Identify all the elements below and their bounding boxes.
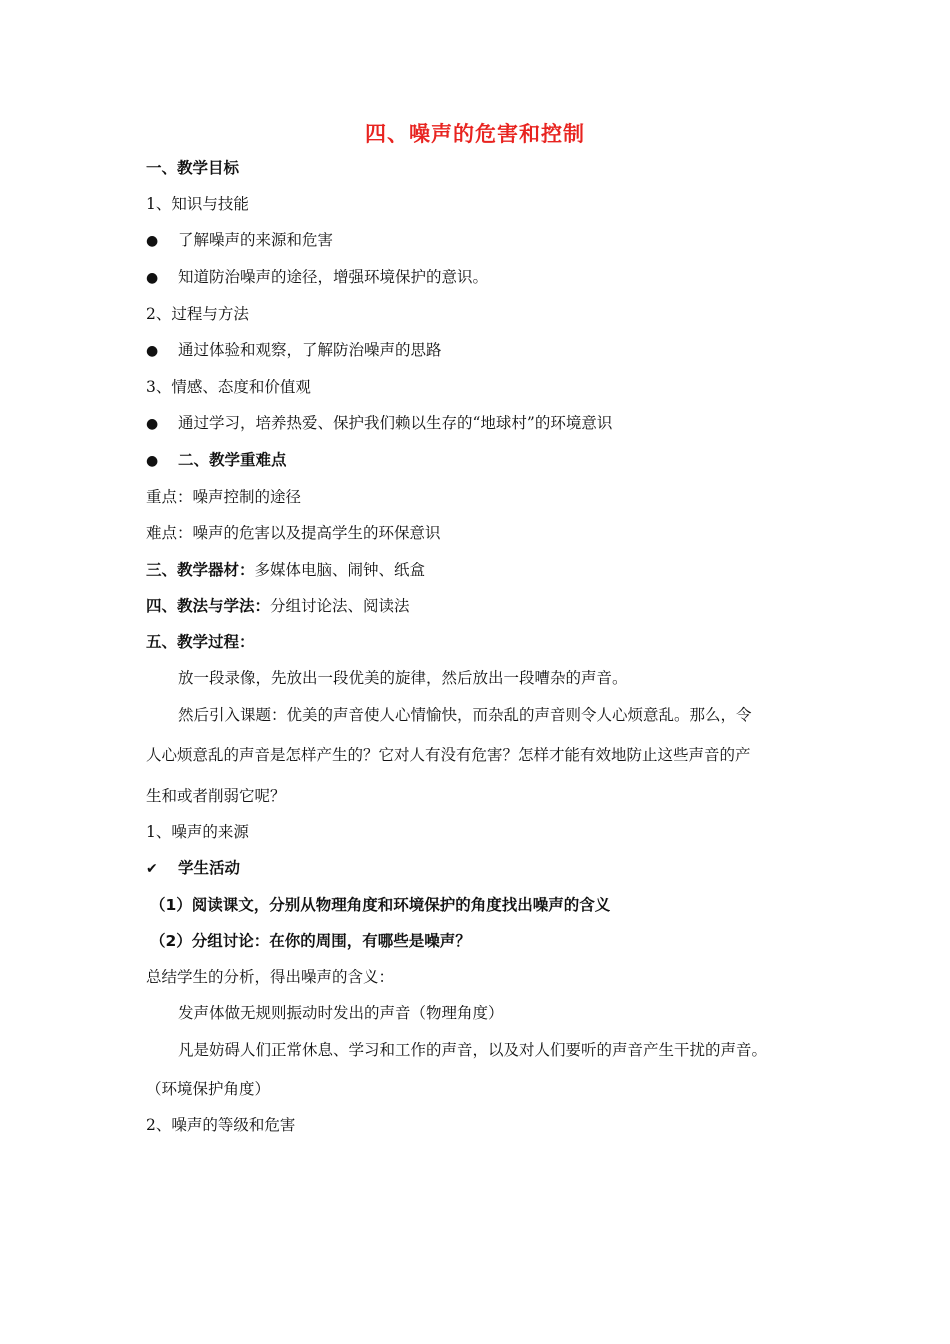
subheading-knowledge: 1、知识与技能 <box>146 195 249 213</box>
activity-text: 学生活动 <box>178 859 241 877</box>
section-heading-keypoints <box>146 450 287 471</box>
bullet-text: 通过学习，培养热爱、保护我们赖以生存的“地球村”的环境意识 <box>178 414 613 432</box>
bullet-item <box>146 340 442 361</box>
bullet-icon: ● <box>146 416 159 432</box>
question-item: （1）阅读课文，分别从物理角度和环境保护的角度找出噪声的含义 <box>150 896 611 914</box>
checkmark-icon: ✔ <box>146 861 158 877</box>
section-heading-objectives: 一、教学目标 <box>146 159 240 177</box>
subheading-values: 3、情感、态度和价值观 <box>146 378 311 396</box>
definition-environmental: 凡是妨碍人们正常休息、学习和工作的声音，以及对人们要听的声音产生干扰的声音。 <box>178 1041 768 1059</box>
bullet-icon: ● <box>146 270 159 286</box>
bullet-item <box>146 413 612 434</box>
definition-physical: 发声体做无规则振动时发出的声音（物理角度） <box>178 1004 504 1022</box>
activity-heading <box>146 858 240 879</box>
materials-line <box>146 560 425 580</box>
bullet-text: 了解噪声的来源和危害 <box>178 231 334 249</box>
bullet-text: 通过体验和观察，了解防治噪声的思路 <box>178 341 442 359</box>
methods-value: 分组讨论法、阅读法 <box>270 597 410 615</box>
definition-environmental-tag: （环境保护角度） <box>146 1080 271 1098</box>
bullet-item <box>146 267 488 288</box>
bullet-icon: ● <box>146 343 159 359</box>
subheading-source: 1、噪声的来源 <box>146 823 249 841</box>
summary-line: 总结学生的分析，得出噪声的含义： <box>146 968 395 986</box>
materials-value: 多媒体电脑、闹钟、纸盒 <box>254 561 426 579</box>
key-point: 重点：噪声控制的途径 <box>146 488 302 506</box>
subheading-process: 2、过程与方法 <box>146 305 249 323</box>
paragraph-continuation: 人心烦意乱的声音是怎样产生的？它对人有没有危害？怎样才能有效地防止这些声音的产 <box>146 746 751 764</box>
question-item: （2）分组讨论：在你的周围，有哪些是噪声？ <box>150 932 471 950</box>
methods-line <box>146 596 410 616</box>
methods-label: 四、教法与学法： <box>146 597 271 615</box>
section-heading-process: 五、教学过程： <box>146 633 255 651</box>
paragraph: 然后引入课题：优美的声音使人心情愉快，而杂乱的声音则令人心烦意乱。那么，令 <box>178 706 752 724</box>
bullet-icon: ● <box>146 453 159 469</box>
subheading-levels: 2、噪声的等级和危害 <box>146 1116 296 1134</box>
heading-text: 二、教学重难点 <box>178 451 287 469</box>
difficult-point: 难点：噪声的危害以及提高学生的环保意识 <box>146 524 441 542</box>
bullet-icon: ● <box>146 233 159 249</box>
bullet-item <box>146 230 333 251</box>
document-title: 四、噪声的危害和控制 <box>365 122 585 146</box>
materials-label: 三、教学器材： <box>146 561 255 579</box>
paragraph-continuation: 生和或者削弱它呢？ <box>146 787 286 805</box>
bullet-text: 知道防治噪声的途径，增强环境保护的意识。 <box>178 268 489 286</box>
paragraph: 放一段录像，先放出一段优美的旋律，然后放出一段嘈杂的声音。 <box>178 669 628 687</box>
